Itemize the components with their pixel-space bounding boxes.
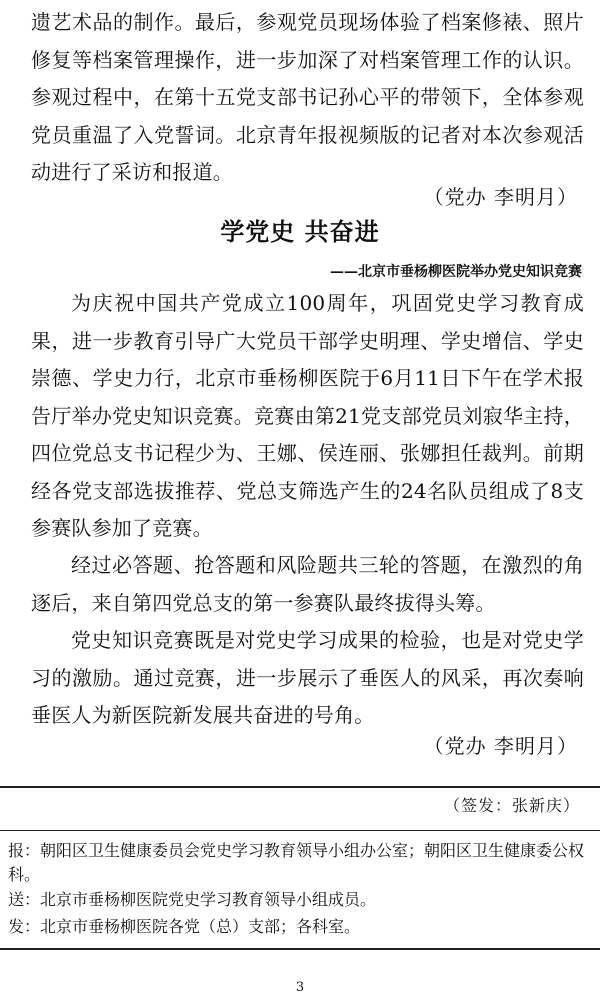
- issuer-divider: [0, 830, 600, 831]
- distribution-send-to: 送：北京市垂杨柳医院党史学习教育领导小组成员。: [8, 890, 377, 909]
- page-number: 3: [295, 980, 305, 995]
- article-paragraph-2: 经过必答题、抢答题和风险题共三轮的答题，在激烈的角逐后，来自第四党总支的第一参赛队最终拔得头筹。: [31, 553, 584, 615]
- top-divider: [0, 786, 600, 788]
- article-signature: （党办 李明月）: [423, 734, 578, 758]
- article-subtitle: ——北京市垂杨柳医院举办党史知识竞赛: [330, 264, 582, 280]
- distribution-issue-to: 发：北京市垂杨柳医院各党（总）支部；各科室。: [8, 917, 361, 936]
- article-paragraph-3: 党史知识竞赛既是对党史学习成果的检验，也是对党史学习的激励。通过竞赛，进一步展示了垂医人的风采，再次奏响垂医人为新医院新发展共奋进的号角。: [31, 628, 584, 727]
- article-title: 学党史 共奋进: [220, 217, 380, 246]
- distribution-report-to: 报：朝阳区卫生健康委员会党史学习教育领导小组办公室；朝阳区卫生健康委公权科。: [8, 841, 585, 884]
- intro-paragraph: 遗艺术品的制作。最后，参观党员现场体验了档案修裱、照片修复等档案管理操作，进一步加深了对档案管理工作的认识。参观过程中，在第十五党支部书记孙心平的带领下，全体参观党员重温了入党誓词。北京青年报视频版的记者对本次参观活动进行了采访和报道。: [31, 10, 584, 184]
- issuer-line: （签发：张新庆）: [443, 796, 580, 815]
- intro-signature: （党办 李明月）: [423, 185, 578, 209]
- bottom-divider: [0, 948, 600, 950]
- article-paragraph-1: 为庆祝中国共产党成立100周年，巩固党史学习教育成果，进一步教育引导广大党员干部学史明理、学史增信、学史崇德、学史力行，北京市垂杨柳医院于6月11日下午在学术报告厅举办党史知识竞赛。竞赛由第21党支部党员刘寂华主持，四位党总支书记程少为、王娜、侯连丽、张娜担任裁判。前期经各党支部选拔推荐、党总支筛选产生的24名队员组成了8支参赛队参加了竞赛。: [31, 291, 584, 540]
